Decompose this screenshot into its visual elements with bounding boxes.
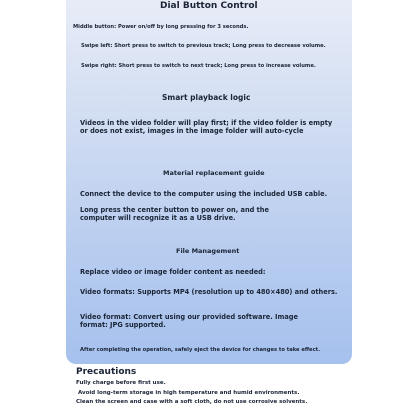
dial-control-title: Dial Button Control xyxy=(160,1,258,11)
replace-content-text: Replace video or image folder content as needed: xyxy=(80,268,266,276)
connect-usb-text: Connect the device to the computer using the included USB cable. xyxy=(80,190,328,198)
smart-playback-text: Videos in the video folder will play first; if the video folder is empty or does not exist, images in the image folder will auto-cycle xyxy=(80,119,333,135)
eject-note-text: After completing the operation, safely eject the device for changes to take effect. xyxy=(80,347,321,353)
swipe-right-text: Swipe right: Short press to switch to next track; Long press to increase volume. xyxy=(81,63,316,69)
long-press-text: Long press the center button to power on, and the computer will recognize it as a USB drive. xyxy=(80,206,269,222)
instructions-panel xyxy=(66,0,352,364)
smart-playback-title: Smart playback logic xyxy=(162,93,251,102)
video-convert-text: Video format: Convert using our provided software. Image format: JPG supported. xyxy=(80,313,298,329)
precautions-title: Precautions xyxy=(76,367,137,377)
file-management-title: File Management xyxy=(176,247,240,255)
precaution-item: Clean the screen and case with a soft cloth, do not use corrosive solvents. xyxy=(76,399,308,405)
material-guide-title: Material replacement guide xyxy=(163,169,265,177)
precaution-item: Avoid long-term storage in high temperature and humid environments. xyxy=(78,390,300,396)
swipe-left-text: Swipe left: Short press to switch to previous track; Long press to decrease volume. xyxy=(81,43,326,49)
video-formats-text: Video formats: Supports MP4 (resolution up to 480×480) and others. xyxy=(80,288,338,296)
precaution-item: Fully charge before first use. xyxy=(76,380,166,386)
middle-button-text: Middle button: Power on/off by long pressing for 3 seconds. xyxy=(73,24,249,30)
